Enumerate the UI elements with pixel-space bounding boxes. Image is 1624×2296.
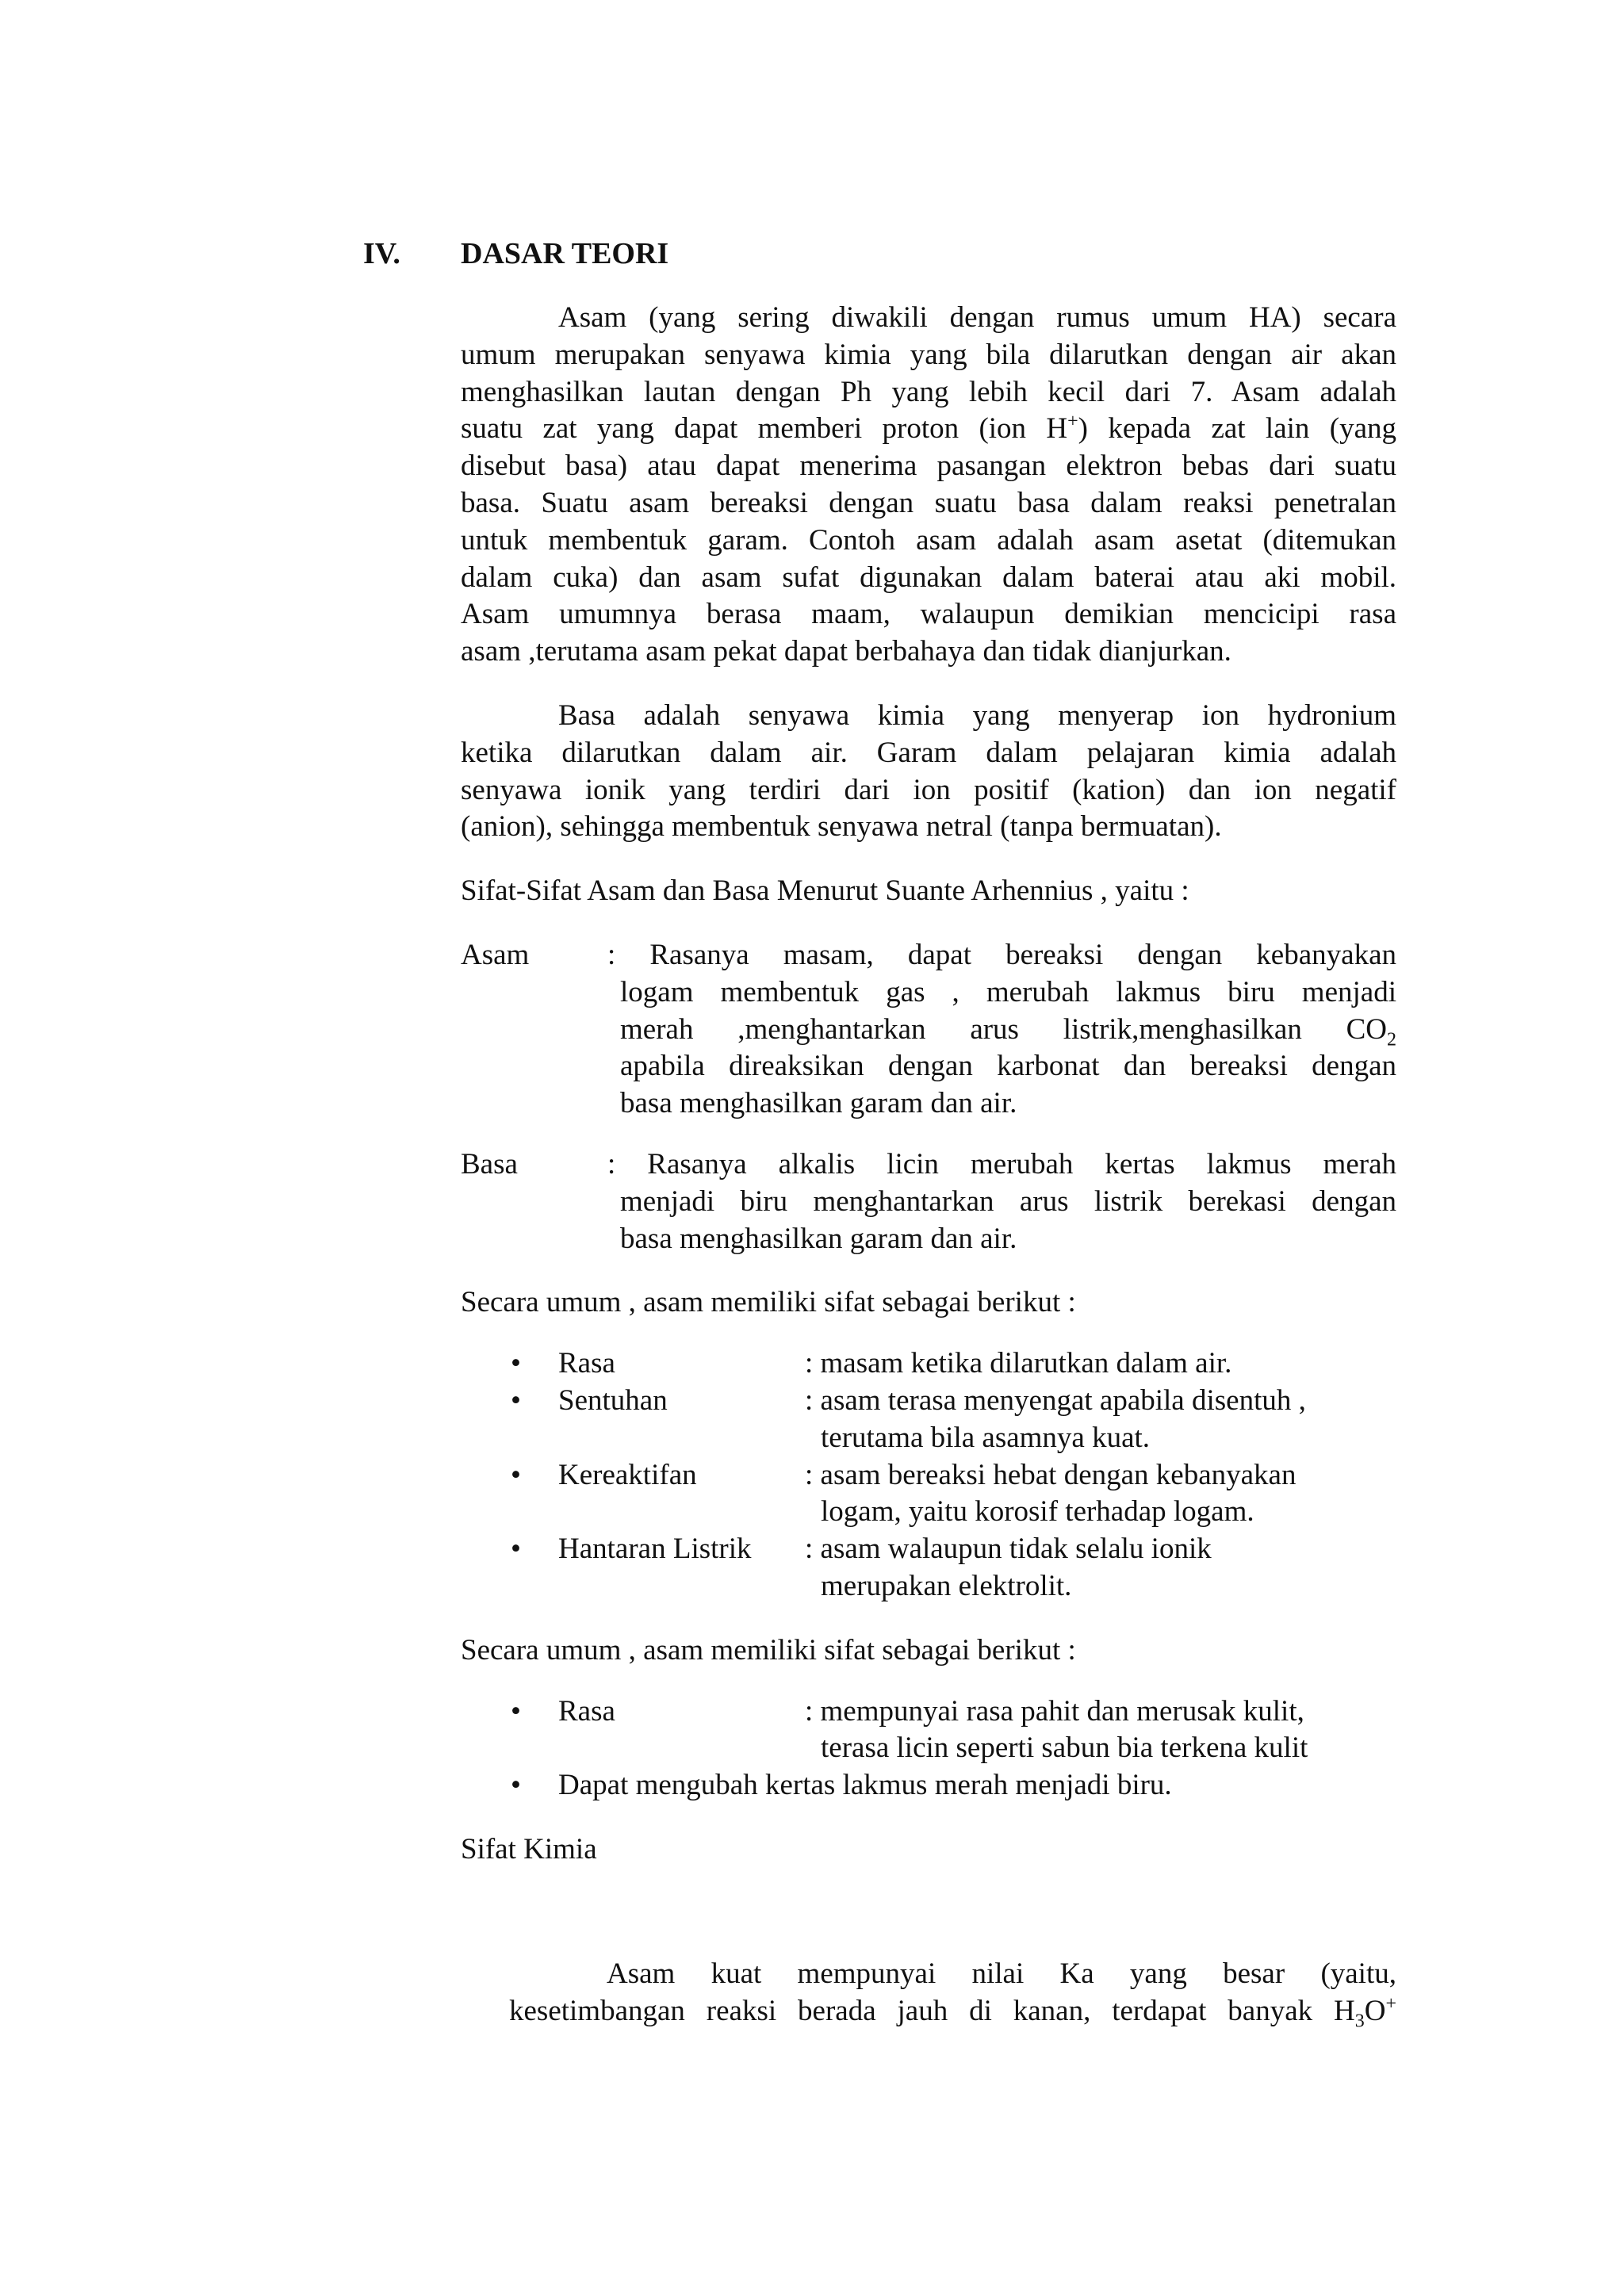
document-body bbox=[461, 300, 1396, 1869]
text-line: umum merupakan senyawa kimia yang bila dilarutkan dengan air akan bbox=[461, 338, 1396, 371]
text-line: : asam bereaksi hebat dengan kebanyakan bbox=[805, 1458, 1297, 1491]
text-line: logam, yaitu korosif terhadap logam. bbox=[821, 1495, 1254, 1529]
list-item bbox=[461, 1767, 1396, 1804]
text-line: merupakan elektrolit. bbox=[821, 1569, 1072, 1602]
property-list-asam bbox=[461, 1345, 1396, 1605]
bullet-icon: • bbox=[511, 1769, 521, 1802]
text-line: basa menghasilkan garam dan air. bbox=[620, 1087, 1017, 1120]
text-line: Basa adalah senyawa kimia yang menyerap ion hydronium bbox=[558, 698, 1396, 732]
text-line: terutama bila asamnya kuat. bbox=[821, 1421, 1151, 1454]
definition-basa bbox=[461, 1146, 1396, 1257]
text-line: : Rasanya alkalis licin merubah kertas lakmus merah bbox=[607, 1147, 1396, 1181]
bullet-icon: • bbox=[511, 1383, 521, 1417]
list-intro: Secara umum , asam memiliki sifat sebagai berikut : bbox=[461, 1286, 1076, 1319]
text-line: basa. Suatu asam bereaksi dengan suatu basa dalam reaksi penetralan bbox=[461, 486, 1396, 519]
subscript: 3 bbox=[1354, 2011, 1365, 2032]
bullet-icon: • bbox=[511, 1347, 521, 1380]
list-item-desc bbox=[805, 1345, 1396, 1383]
list-item-desc bbox=[805, 1383, 1396, 1457]
text-line: terasa licin seperti sabun bia terkena kulit bbox=[821, 1732, 1308, 1765]
text-line bbox=[509, 1993, 1396, 2030]
list-item-term: Kereaktifan bbox=[558, 1458, 697, 1491]
bullet-icon: • bbox=[511, 1694, 521, 1728]
text-line: Asam umumnya berasa maam, walaupun demikian mencicipi rasa bbox=[461, 598, 1396, 631]
text-fragment: ) kepada zat lain (yang bbox=[1078, 412, 1396, 446]
definition-desc bbox=[607, 937, 1396, 1123]
property-list-basa bbox=[461, 1693, 1396, 1804]
sifat-intro: Sifat-Sifat Asam dan Basa Menurut Suante Arhennius , yaitu : bbox=[461, 874, 1189, 908]
list-item bbox=[461, 1531, 1396, 1605]
list-item-term: Rasa bbox=[558, 1694, 615, 1728]
text-fragment: O bbox=[1364, 1994, 1386, 2027]
text-line: disebut basa) atau dapat menerima pasangan elektron bebas dari suatu bbox=[461, 450, 1396, 483]
list-item-text: Dapat mengubah kertas lakmus merah menjadi biru. bbox=[558, 1769, 1172, 1802]
bullet-icon: • bbox=[511, 1533, 521, 1566]
superscript: + bbox=[1385, 1993, 1396, 2015]
subscript: 2 bbox=[1387, 1028, 1396, 1050]
text-line: logam membentuk gas , merubah lakmus biru menjadi bbox=[620, 975, 1396, 1008]
definition-term: Basa bbox=[461, 1147, 518, 1181]
text-line: Asam (yang sering diwakili dengan rumus umum HA) secara bbox=[558, 301, 1396, 334]
list-item bbox=[461, 1345, 1396, 1383]
text-line: basa menghasilkan garam dan air. bbox=[620, 1222, 1017, 1255]
list-item bbox=[461, 1383, 1396, 1457]
section-number: IV. bbox=[363, 237, 400, 270]
paragraph-basa bbox=[461, 698, 1396, 846]
list-item-term: Sentuhan bbox=[558, 1383, 668, 1417]
text-fragment: suatu zat yang dapat memberi proton (ion H bbox=[461, 412, 1068, 446]
list-item bbox=[461, 1457, 1396, 1532]
text-line bbox=[607, 1012, 1396, 1049]
text-line bbox=[461, 411, 1396, 448]
section-title: DASAR TEORI bbox=[461, 237, 669, 270]
list-item bbox=[461, 1693, 1396, 1768]
list-item-term: Rasa bbox=[558, 1347, 615, 1380]
text-line: (anion), sehingga membentuk senyawa netral (tanpa bermuatan). bbox=[461, 810, 1222, 844]
list-item-desc bbox=[805, 1531, 1396, 1605]
text-line: menjadi biru menghantarkan arus listrik berekasi dengan bbox=[620, 1184, 1396, 1218]
paragraph-asam bbox=[461, 300, 1396, 671]
text-line: senyawa ionik yang terdiri dari ion positif (kation) dan ion negatif bbox=[461, 773, 1396, 806]
text-line: : asam terasa menyengat apabila disentuh , bbox=[805, 1383, 1306, 1417]
text-fragment: merah ,menghantarkan arus listrik,menghasilkan CO bbox=[620, 1012, 1387, 1046]
text-line: asam ,terutama asam pekat dapat berbahaya dan tidak dianjurkan. bbox=[461, 635, 1231, 668]
list-item-desc bbox=[805, 1457, 1396, 1532]
definition-term: Asam bbox=[461, 938, 530, 971]
text-fragment: kesetimbangan reaksi berada jauh di kanan, terdapat banyak H bbox=[509, 1994, 1355, 2027]
definition-asam bbox=[461, 937, 1396, 1123]
text-line: dalam cuka) dan asam sufat digunakan dalam baterai atau aki mobil. bbox=[461, 561, 1396, 594]
text-line: : masam ketika dilarutkan dalam air. bbox=[805, 1347, 1232, 1380]
text-line: : mempunyai rasa pahit dan merusak kulit, bbox=[805, 1694, 1304, 1728]
bullet-icon: • bbox=[511, 1458, 521, 1491]
superscript: + bbox=[1067, 411, 1078, 433]
text-line: ketika dilarutkan dalam air. Garam dalam pelajaran kimia adalah bbox=[461, 736, 1396, 769]
text-line: Asam kuat mempunyai nilai Ka yang besar (yaitu, bbox=[607, 1957, 1396, 1990]
paragraph-sifat-kimia bbox=[509, 1956, 1396, 2030]
text-line: menghasilkan lautan dengan Ph yang lebih kecil dari 7. Asam adalah bbox=[461, 375, 1396, 408]
list-item-desc bbox=[805, 1693, 1396, 1768]
text-line: untuk membentuk garam. Contoh asam adalah asam asetat (ditemukan bbox=[461, 523, 1396, 557]
text-line: : Rasanya masam, dapat bereaksi dengan kebanyakan bbox=[607, 938, 1396, 971]
section-heading bbox=[363, 236, 668, 271]
list-item-term: Hantaran Listrik bbox=[558, 1533, 752, 1566]
subheading-sifat-kimia: Sifat Kimia bbox=[461, 1832, 597, 1866]
definition-desc bbox=[607, 1146, 1396, 1257]
text-line: : asam walaupun tidak selalu ionik bbox=[805, 1533, 1212, 1566]
text-line: apabila direaksikan dengan karbonat dan bereaksi dengan bbox=[620, 1050, 1396, 1083]
list-intro: Secara umum , asam memiliki sifat sebagai berikut : bbox=[461, 1633, 1076, 1667]
